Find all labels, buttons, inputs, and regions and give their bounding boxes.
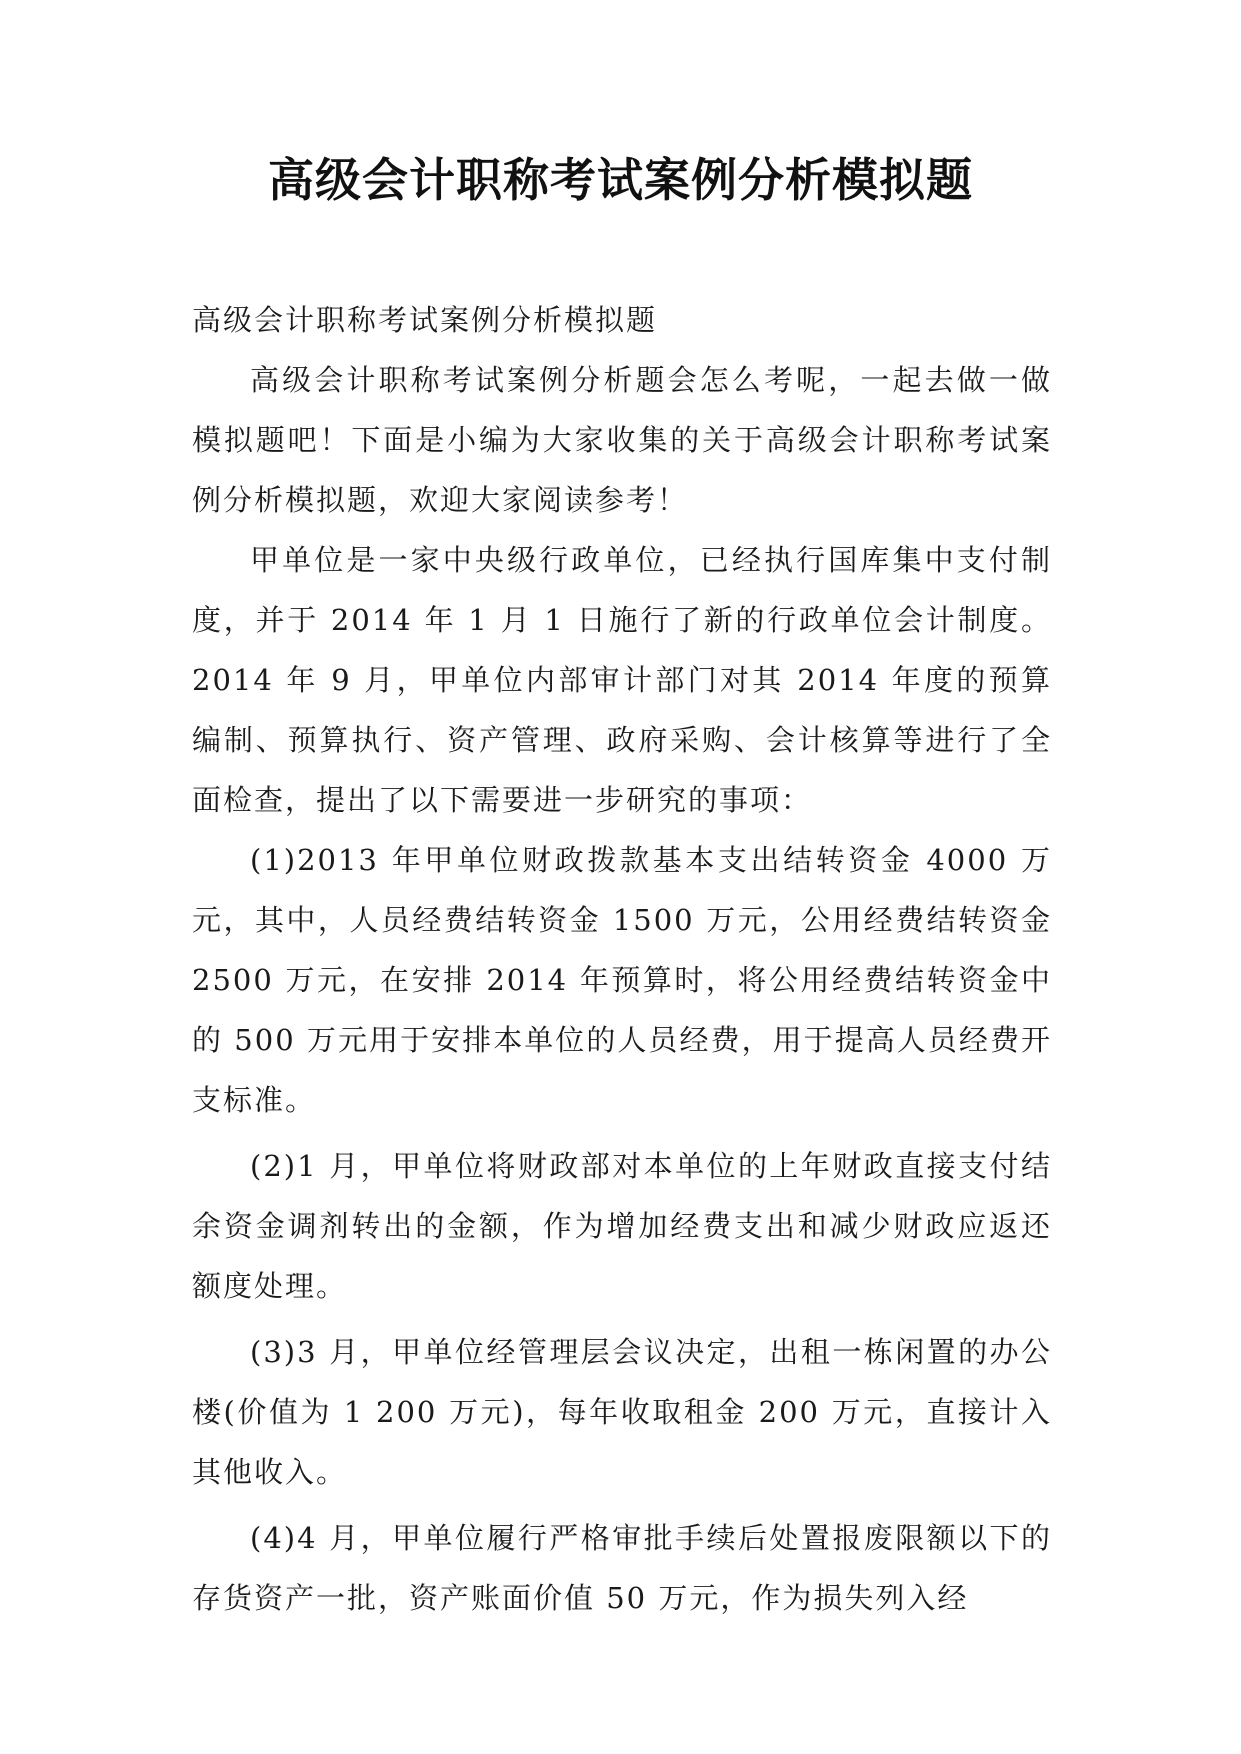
paragraph-item-4: (4)4 月，甲单位履行严格审批手续后处置报废限额以下的存货资产一批，资产账面价值 50 万元，作为损失列入经 xyxy=(192,1521,1052,1615)
paragraph-intro: 高级会计职称考试案例分析题会怎么考呢，一起去做一做模拟题吧！下面是小编为大家收集的关于高级会计职称考试案例分析模拟题，欢迎大家阅读参考！ xyxy=(192,363,1052,517)
paragraph-item-3: (3)3 月，甲单位经管理层会议决定，出租一栋闲置的办公楼(价值为 1 200 万元)，每年收取租金 200 万元，直接计入其他收入。 xyxy=(192,1335,1052,1489)
document-body xyxy=(192,290,1052,1628)
paragraph-subtitle: 高级会计职称考试案例分析模拟题 xyxy=(192,303,658,337)
document-title: 高级会计职称考试案例分析模拟题 xyxy=(268,153,973,207)
paragraph-item-2: (2)1 月，甲单位将财政部对本单位的上年财政直接支付结余资金调剂转出的金额，作为增加经费支出和减少财政应返还额度处理。 xyxy=(192,1149,1052,1303)
paragraph-background: 甲单位是一家中央级行政单位，已经执行国库集中支付制度，并于 2014 年 1 月 1 日施行了新的行政单位会计制度。2014 年 9 月，甲单位内部审计部门对其 2014 年度的预算编制、预算执行、资产管理、政府采购、会计核算等进行了全面检查，提出了以下需要进一步研究的事项： xyxy=(192,543,1052,817)
paragraph-item-1: (1)2013 年甲单位财政拨款基本支出结转资金 4000 万元，其中，人员经费结转资金 1500 万元，公用经费结转资金 2500 万元，在安排 2014 年预算时，将公用经费结转资金中的 500 万元用于安排本单位的人员经费，用于提高人员经费开支标准。 xyxy=(192,843,1052,1117)
